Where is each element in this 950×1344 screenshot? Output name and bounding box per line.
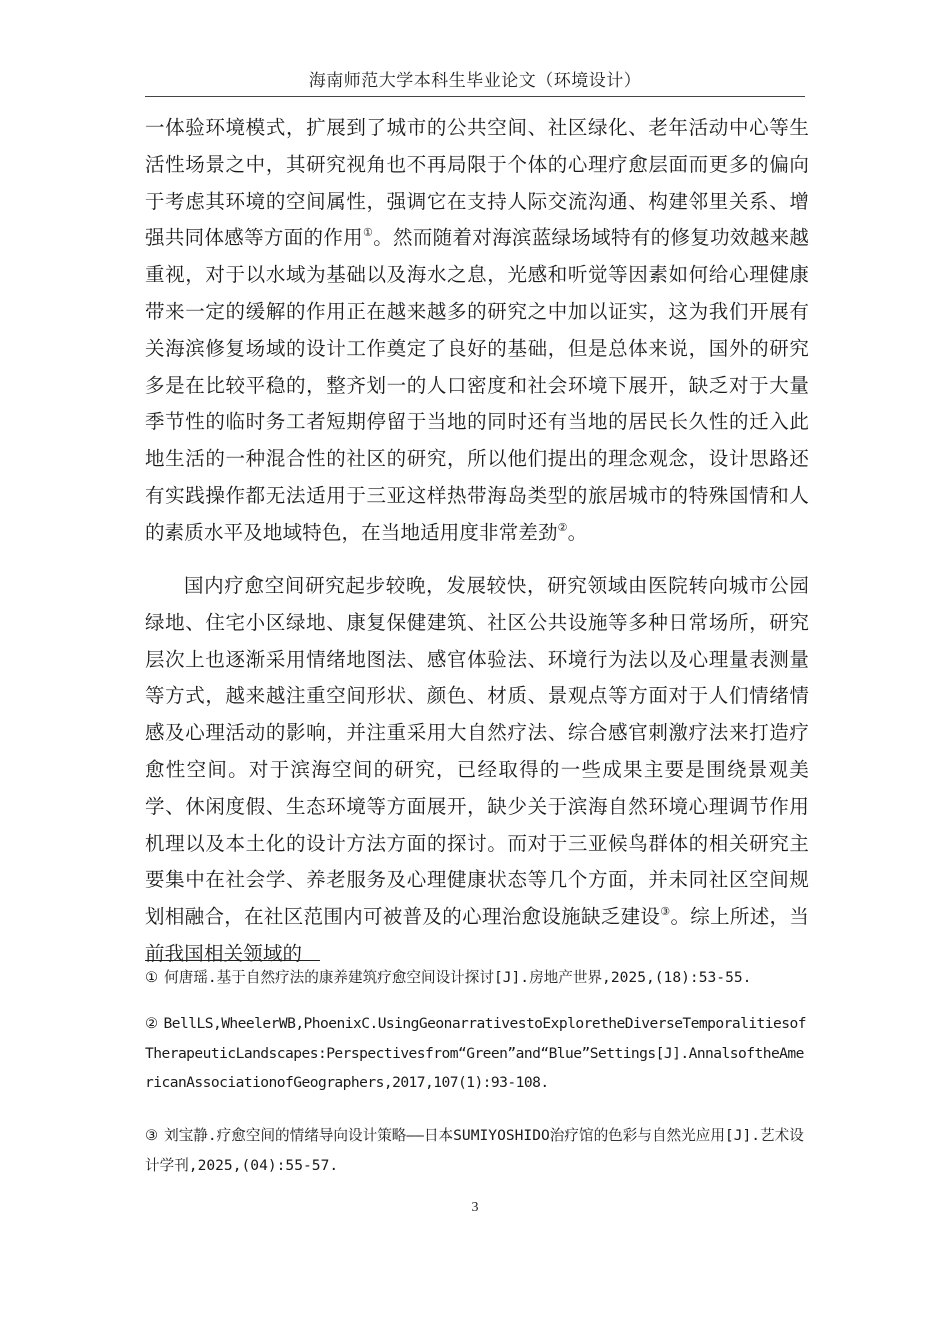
- footnote-2: [145, 1009, 809, 1098]
- footnote-1-text: 何唐瑶.基于自然疗法的康养建筑疗愈空间设计探讨[J].房地产世界,2025,(18):53-55.: [164, 969, 752, 986]
- page-number: 3: [471, 1200, 479, 1215]
- body-paragraph-2: [145, 568, 809, 973]
- footnote-ref-3[interactable]: ③: [660, 904, 671, 918]
- paragraph-1-text-b: 。然而随着对海滨蓝绿场域特有的修复功效越来越重视，对于以水域为基础以及海水之息，光感和听觉等因素如何给心理健康带来一定的缓解的作用正在越来越多的研究之中加以证实，这为我们开展有关海滨修复场域的设计工作奠定了良好的基础，但是总体来说，国外的研究多是在比较平稳的，整齐划一的人口密度和社会环境下展开，缺乏对于大量季节性的临时务工者短期停留于当地的同时还有当地的居民长久性的迁入此地生活的一种混合性的社区的研究，所以他们提出的理念观念，设计思路还有实践操作都无法适用于三亚这样热带海岛类型的旅居城市的特殊国情和人的素质水平及地域特色，在当地适用度非常差劲: [145, 226, 809, 544]
- footnote-1: [145, 963, 809, 993]
- footnote-2-mark: ②: [145, 1015, 158, 1032]
- page-header: [0, 66, 950, 91]
- footnote-1-mark: ①: [145, 969, 159, 986]
- footnote-3: [145, 1121, 809, 1180]
- footnote-2-text: BellLS,WheelerWB,PhoenixC.UsingGeonarrativestoExploretheDiverseTemporalitiesofTherapeuticLandscapes:Perspectivesfrom“Green”and“Blue”Settings[J].AnnalsoftheAmericanAssociationofGeographers,2017,107(1):93-108.: [145, 1015, 806, 1091]
- paragraph-1-text-a: 一体验环境模式，扩展到了城市的公共空间、社区绿化、老年活动中心等生活性场景之中，其研究视角也不再局限于个体的心理疗愈层面而更多的偏向于考虑其环境的空间属性，强调它在支持人际交流沟通、构建邻里关系、增强共同体感等方面的作用: [145, 116, 809, 250]
- footnote-3-text: 刘宝静.疗愈空间的情绪导向设计策略——日本SUMIYOSHIDO治疗馆的色彩与自然光应用[J].艺术设计学刊,2025,(04):55-57.: [145, 1127, 804, 1174]
- footnote-3-mark: ③: [145, 1127, 159, 1144]
- footnote-ref-1[interactable]: ①: [363, 226, 374, 240]
- paragraph-1-text-c: 。: [567, 520, 588, 544]
- paragraph-2-text-a: 国内疗愈空间研究起步较晚，发展较快，研究领域由医院转向城市公园绿地、住宅小区绿地、康复保健建筑、社区公共设施等多种日常场所，研究层次上也逐渐采用情绪地图法、感官体验法、环境行为法以及心理量表测量等方式，越来越注重空间形状、颜色、材质、景观点等方面对于人们情绪情感及心理活动的影响，并注重采用大自然疗法、综合感官刺激疗法来打造疗愈性空间。对于滨海空间的研究，已经取得的一些成果主要是围绕景观美学、休闲度假、生态环境等方面展开，缺少关于滨海自然环境心理调节作用机理以及本土化的设计方法方面的探讨。而对于三亚候鸟群体的相关研究主要集中在社会学、养老服务及心理健康状态等几个方面，并未同社区空间规划相融合，在社区范围内可被普及的心理治愈设施缺乏建设: [145, 574, 809, 929]
- header-rule: [145, 96, 805, 97]
- header-title: 海南师范大学本科生毕业论文（环境设计）: [308, 71, 642, 91]
- footnote-separator: [145, 960, 320, 961]
- body-paragraph-1: [145, 110, 809, 552]
- footnote-ref-2[interactable]: ②: [557, 520, 568, 534]
- paragraph-2-text-b: 。综上所述，当前我国相关领域的: [145, 905, 809, 965]
